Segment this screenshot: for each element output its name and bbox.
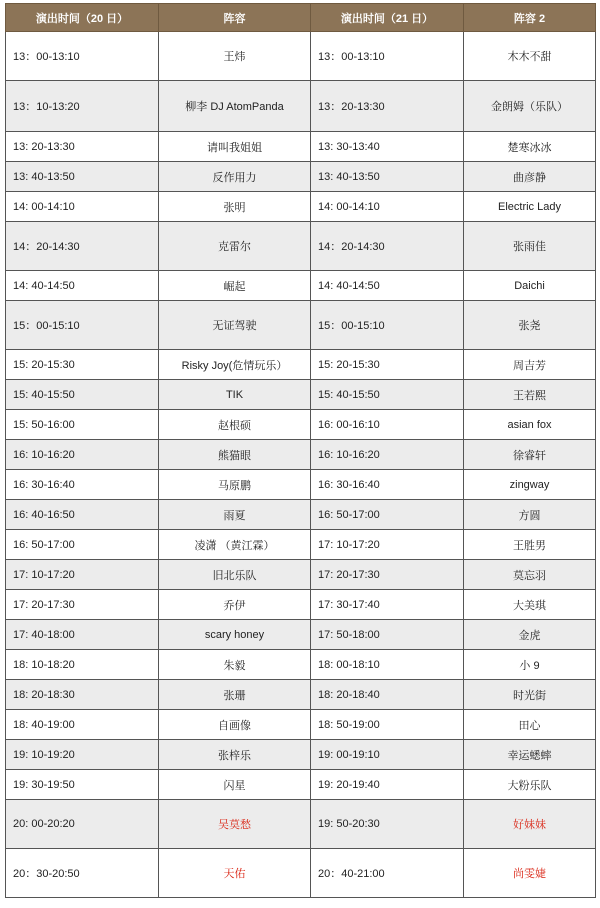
table-row bbox=[6, 800, 596, 849]
time-day20-cell: 17: 20-17:30 bbox=[6, 590, 159, 620]
table-row bbox=[6, 271, 596, 301]
lineup-day21-cell: 大粉乐队 bbox=[464, 770, 596, 800]
schedule-body bbox=[6, 32, 596, 898]
time-day21-cell: 13: 40-13:50 bbox=[311, 162, 464, 192]
header-lineup-2: 阵容 2 bbox=[464, 4, 596, 32]
table-row bbox=[6, 410, 596, 440]
table-row bbox=[6, 680, 596, 710]
lineup-day20-cell: 熊猫眼 bbox=[159, 440, 311, 470]
lineup-day20-cell: 克雷尔 bbox=[159, 222, 311, 271]
time-day20-cell: 17: 10-17:20 bbox=[6, 560, 159, 590]
lineup-day21-cell: 田心 bbox=[464, 710, 596, 740]
table-row bbox=[6, 162, 596, 192]
lineup-day21-cell: 张尧 bbox=[464, 301, 596, 350]
table-row bbox=[6, 470, 596, 500]
lineup-day21-cell: 幸运蟋蟀 bbox=[464, 740, 596, 770]
time-day21-cell: 15: 40-15:50 bbox=[311, 380, 464, 410]
lineup-day20-cell: 雨夏 bbox=[159, 500, 311, 530]
table-row bbox=[6, 222, 596, 271]
time-day21-cell: 14：20-14:30 bbox=[311, 222, 464, 271]
lineup-day20-cell: 乔伊 bbox=[159, 590, 311, 620]
time-day21-cell: 13: 30-13:40 bbox=[311, 132, 464, 162]
schedule-table bbox=[5, 3, 596, 898]
lineup-day20-cell: 朱毅 bbox=[159, 650, 311, 680]
lineup-day21-cell: 王胜男 bbox=[464, 530, 596, 560]
lineup-day21-cell: 莫忘羽 bbox=[464, 560, 596, 590]
lineup-day21-cell: 小 9 bbox=[464, 650, 596, 680]
lineup-day21-cell: Daichi bbox=[464, 271, 596, 301]
time-day20-cell: 15: 20-15:30 bbox=[6, 350, 159, 380]
lineup-day20-cell: scary honey bbox=[159, 620, 311, 650]
lineup-day21-cell: 王若熙 bbox=[464, 380, 596, 410]
lineup-day20-cell: 自画像 bbox=[159, 710, 311, 740]
lineup-day21-cell: 尚雯婕 bbox=[464, 849, 596, 898]
lineup-day20-cell: 旧北乐队 bbox=[159, 560, 311, 590]
time-day21-cell: 17: 30-17:40 bbox=[311, 590, 464, 620]
header-lineup: 阵容 bbox=[159, 4, 311, 32]
time-day20-cell: 20: 00-20:20 bbox=[6, 800, 159, 849]
lineup-day21-cell: 木木不甜 bbox=[464, 32, 596, 81]
time-day21-cell: 17: 10-17:20 bbox=[311, 530, 464, 560]
lineup-day21-cell: 周吉芳 bbox=[464, 350, 596, 380]
time-day20-cell: 14: 00-14:10 bbox=[6, 192, 159, 222]
lineup-day21-cell: 曲彦静 bbox=[464, 162, 596, 192]
time-day21-cell: 15：00-15:10 bbox=[311, 301, 464, 350]
time-day21-cell: 16: 30-16:40 bbox=[311, 470, 464, 500]
time-day20-cell: 16: 30-16:40 bbox=[6, 470, 159, 500]
lineup-day20-cell: 无证驾驶 bbox=[159, 301, 311, 350]
time-day21-cell: 16: 50-17:00 bbox=[311, 500, 464, 530]
time-day20-cell: 13: 20-13:30 bbox=[6, 132, 159, 162]
time-day21-cell: 16: 00-16:10 bbox=[311, 410, 464, 440]
time-day21-cell: 19: 00-19:10 bbox=[311, 740, 464, 770]
time-day20-cell: 18: 20-18:30 bbox=[6, 680, 159, 710]
table-row bbox=[6, 740, 596, 770]
lineup-day21-cell: 金虎 bbox=[464, 620, 596, 650]
time-day21-cell: 19: 50-20:30 bbox=[311, 800, 464, 849]
lineup-day20-cell: 请叫我姐姐 bbox=[159, 132, 311, 162]
lineup-day21-cell: 金朗姆（乐队） bbox=[464, 81, 596, 132]
time-day21-cell: 19: 20-19:40 bbox=[311, 770, 464, 800]
lineup-day20-cell: 凌潇 （黄江霖） bbox=[159, 530, 311, 560]
lineup-day21-cell: zingway bbox=[464, 470, 596, 500]
header-time-day20: 演出时间（20 日） bbox=[6, 4, 159, 32]
lineup-day20-cell: 张梓乐 bbox=[159, 740, 311, 770]
lineup-day20-cell: 张珊 bbox=[159, 680, 311, 710]
header-time-day21: 演出时间（21 日） bbox=[311, 4, 464, 32]
lineup-day20-cell: TIK bbox=[159, 380, 311, 410]
time-day21-cell: 20：40-21:00 bbox=[311, 849, 464, 898]
table-row bbox=[6, 192, 596, 222]
time-day20-cell: 19: 30-19:50 bbox=[6, 770, 159, 800]
time-day21-cell: 17: 20-17:30 bbox=[311, 560, 464, 590]
time-day21-cell: 18: 20-18:40 bbox=[311, 680, 464, 710]
time-day20-cell: 20：30-20:50 bbox=[6, 849, 159, 898]
time-day20-cell: 19: 10-19:20 bbox=[6, 740, 159, 770]
lineup-day21-cell: asian fox bbox=[464, 410, 596, 440]
table-row bbox=[6, 560, 596, 590]
table-row bbox=[6, 849, 596, 898]
table-row bbox=[6, 770, 596, 800]
lineup-day21-cell: 楚寒冰冰 bbox=[464, 132, 596, 162]
lineup-day21-cell: 方圆 bbox=[464, 500, 596, 530]
time-day20-cell: 13: 40-13:50 bbox=[6, 162, 159, 192]
time-day20-cell: 14: 40-14:50 bbox=[6, 271, 159, 301]
table-row bbox=[6, 710, 596, 740]
table-row bbox=[6, 440, 596, 470]
lineup-day20-cell: 柳李 DJ AtomPanda bbox=[159, 81, 311, 132]
table-row bbox=[6, 380, 596, 410]
lineup-day21-cell: 好妹妹 bbox=[464, 800, 596, 849]
table-row bbox=[6, 620, 596, 650]
table-row bbox=[6, 32, 596, 81]
header-row bbox=[6, 4, 596, 32]
lineup-day20-cell: Risky Joy(危情玩乐） bbox=[159, 350, 311, 380]
lineup-day20-cell: 崛起 bbox=[159, 271, 311, 301]
lineup-day21-cell: 时光街 bbox=[464, 680, 596, 710]
time-day21-cell: 18: 00-18:10 bbox=[311, 650, 464, 680]
time-day20-cell: 18: 10-18:20 bbox=[6, 650, 159, 680]
lineup-day20-cell: 反作用力 bbox=[159, 162, 311, 192]
time-day20-cell: 16: 50-17:00 bbox=[6, 530, 159, 560]
lineup-day20-cell: 马原鹏 bbox=[159, 470, 311, 500]
lineup-day21-cell: Electric Lady bbox=[464, 192, 596, 222]
time-day21-cell: 15: 20-15:30 bbox=[311, 350, 464, 380]
lineup-day20-cell: 赵根硕 bbox=[159, 410, 311, 440]
lineup-day21-cell: 大美琪 bbox=[464, 590, 596, 620]
time-day21-cell: 14: 00-14:10 bbox=[311, 192, 464, 222]
lineup-day20-cell: 闪星 bbox=[159, 770, 311, 800]
time-day20-cell: 15: 40-15:50 bbox=[6, 380, 159, 410]
time-day20-cell: 13：00-13:10 bbox=[6, 32, 159, 81]
lineup-day20-cell: 天佑 bbox=[159, 849, 311, 898]
time-day20-cell: 16: 40-16:50 bbox=[6, 500, 159, 530]
time-day21-cell: 13：00-13:10 bbox=[311, 32, 464, 81]
table-row bbox=[6, 590, 596, 620]
time-day20-cell: 16: 10-16:20 bbox=[6, 440, 159, 470]
lineup-day20-cell: 张明 bbox=[159, 192, 311, 222]
time-day20-cell: 14：20-14:30 bbox=[6, 222, 159, 271]
time-day20-cell: 13：10-13:20 bbox=[6, 81, 159, 132]
table-row bbox=[6, 500, 596, 530]
time-day21-cell: 13：20-13:30 bbox=[311, 81, 464, 132]
lineup-day20-cell: 王炜 bbox=[159, 32, 311, 81]
table-row bbox=[6, 650, 596, 680]
lineup-day21-cell: 徐睿轩 bbox=[464, 440, 596, 470]
time-day20-cell: 17: 40-18:00 bbox=[6, 620, 159, 650]
time-day21-cell: 18: 50-19:00 bbox=[311, 710, 464, 740]
time-day21-cell: 16: 10-16:20 bbox=[311, 440, 464, 470]
time-day20-cell: 15: 50-16:00 bbox=[6, 410, 159, 440]
lineup-day21-cell: 张雨佳 bbox=[464, 222, 596, 271]
table-row bbox=[6, 530, 596, 560]
time-day20-cell: 15：00-15:10 bbox=[6, 301, 159, 350]
time-day21-cell: 17: 50-18:00 bbox=[311, 620, 464, 650]
time-day20-cell: 18: 40-19:00 bbox=[6, 710, 159, 740]
table-row bbox=[6, 81, 596, 132]
time-day21-cell: 14: 40-14:50 bbox=[311, 271, 464, 301]
lineup-day20-cell: 吴莫愁 bbox=[159, 800, 311, 849]
table-row bbox=[6, 350, 596, 380]
table-row bbox=[6, 132, 596, 162]
table-row bbox=[6, 301, 596, 350]
